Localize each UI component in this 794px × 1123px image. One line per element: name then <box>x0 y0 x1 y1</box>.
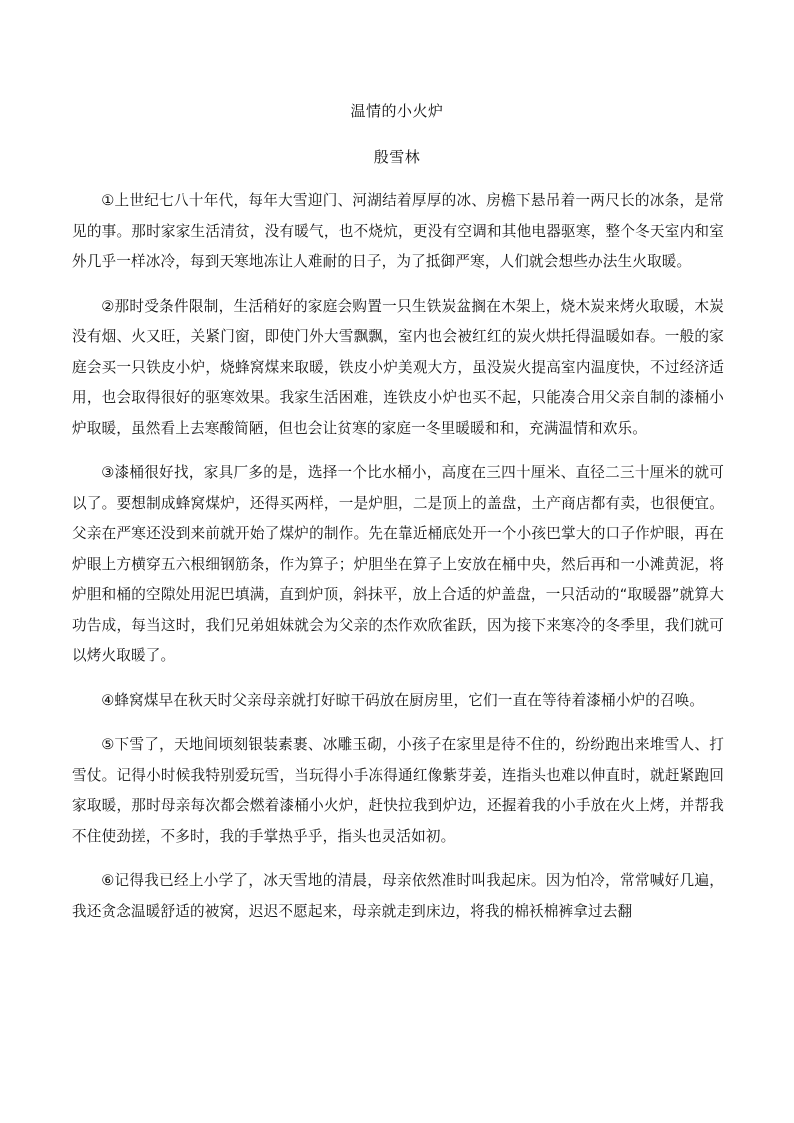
paragraph-3: ③漆桶很好找，家具厂多的是，选择一个比水桶小，高度在三四十厘米、直径二三十厘米的就可以了。要想制成蜂窝煤炉，还得买两样，一是炉胆，二是顶上的盖盘，土产商店都有卖，也很便宜。父亲在严寒还没到来前就开始了煤炉的制作。先在靠近桶底处开一个小孩巴掌大的口子作炉眼，再在炉眼上方横穿五六根细钢筋条，作为算子；炉胆坐在算子上安放在桶中央，然后再和一小滩黄泥，将炉胆和桶的空隙处用泥巴填满，直到炉顶，斜抹平，放上合适的炉盖盘，一只活动的“取暖器”就算大功告成，每当这时，我们兄弟姐妹就会为父亲的杰作欢欣雀跃，因为接下来寒冷的冬季里，我们就可以烤火取暖了。 <box>72 464 724 664</box>
paragraph-4: ④蜂窝煤早在秋天时父亲母亲就打好晾干码放在厨房里，它们一直在等待着漆桶小炉的召唤。 <box>101 691 705 709</box>
article-title: 温情的小火炉 <box>350 102 444 120</box>
paragraph-1: ①上世纪七八十年代，每年大雪迎门、河湖结着厚厚的冰、房檐下悬吊着一两尺长的冰条，是常见的事。那时家家生活清贫，没有暖气，也不烧炕，更没有空调和其他电器驱寒，整个冬天室内和室外几乎一样冰冷，每到天寒地冻让人难耐的日子，为了抵御严寒，人们就会想些办法生火取暖。 <box>72 192 724 270</box>
article-author: 殷雪林 <box>373 148 421 166</box>
paragraph-6: ⑥记得我已经上小学了，冰天雪地的清晨，母亲依然准时叫我起床。因为怕冷，常常喊好几遍，我还贪念温暖舒适的被窝，迟迟不愿起来，母亲就走到床边，将我的棉袄棉裤拿过去翻 <box>72 872 724 920</box>
paragraph-2: ②那时受条件限制，生活稍好的家庭会购置一只生铁炭盆搁在木架上，烧木炭来烤火取暖，木炭没有烟、火又旺，关紧门窗，即使门外大雪飘飘，室内也会被红红的炭火烘托得温暖如春。一般的家庭会买一只铁皮小炉，烧蜂窝煤来取暖，铁皮小炉美观大方，虽没炭火提高室内温度快，不过经济适用，也会取得很好的驱寒效果。我家生活困难，连铁皮小炉也买不起，只能凑合用父亲自制的漆桶小炉取暖，虽然看上去寒酸简陋，但也会让贫寒的家庭一冬里暖暖和和，充满温情和欢乐。 <box>72 297 724 437</box>
article-body <box>72 186 724 941</box>
paragraph-5: ⑤下雪了，天地间顷刻银装素裹、冰雕玉砌，小孩子在家里是待不住的，纷纷跑出来堆雪人、打雪仗。记得小时候我特别爱玩雪，当玩得小手冻得通红像紫芽姜，连指头也难以伸直时，就赶紧跑回家取暖，那时母亲每次都会燃着漆桶小火炉，赶快拉我到炉边，还握着我的小手放在火上烤，并帮我不住使劲搓，不多时，我的手掌热乎乎，指头也灵活如初。 <box>72 736 724 845</box>
